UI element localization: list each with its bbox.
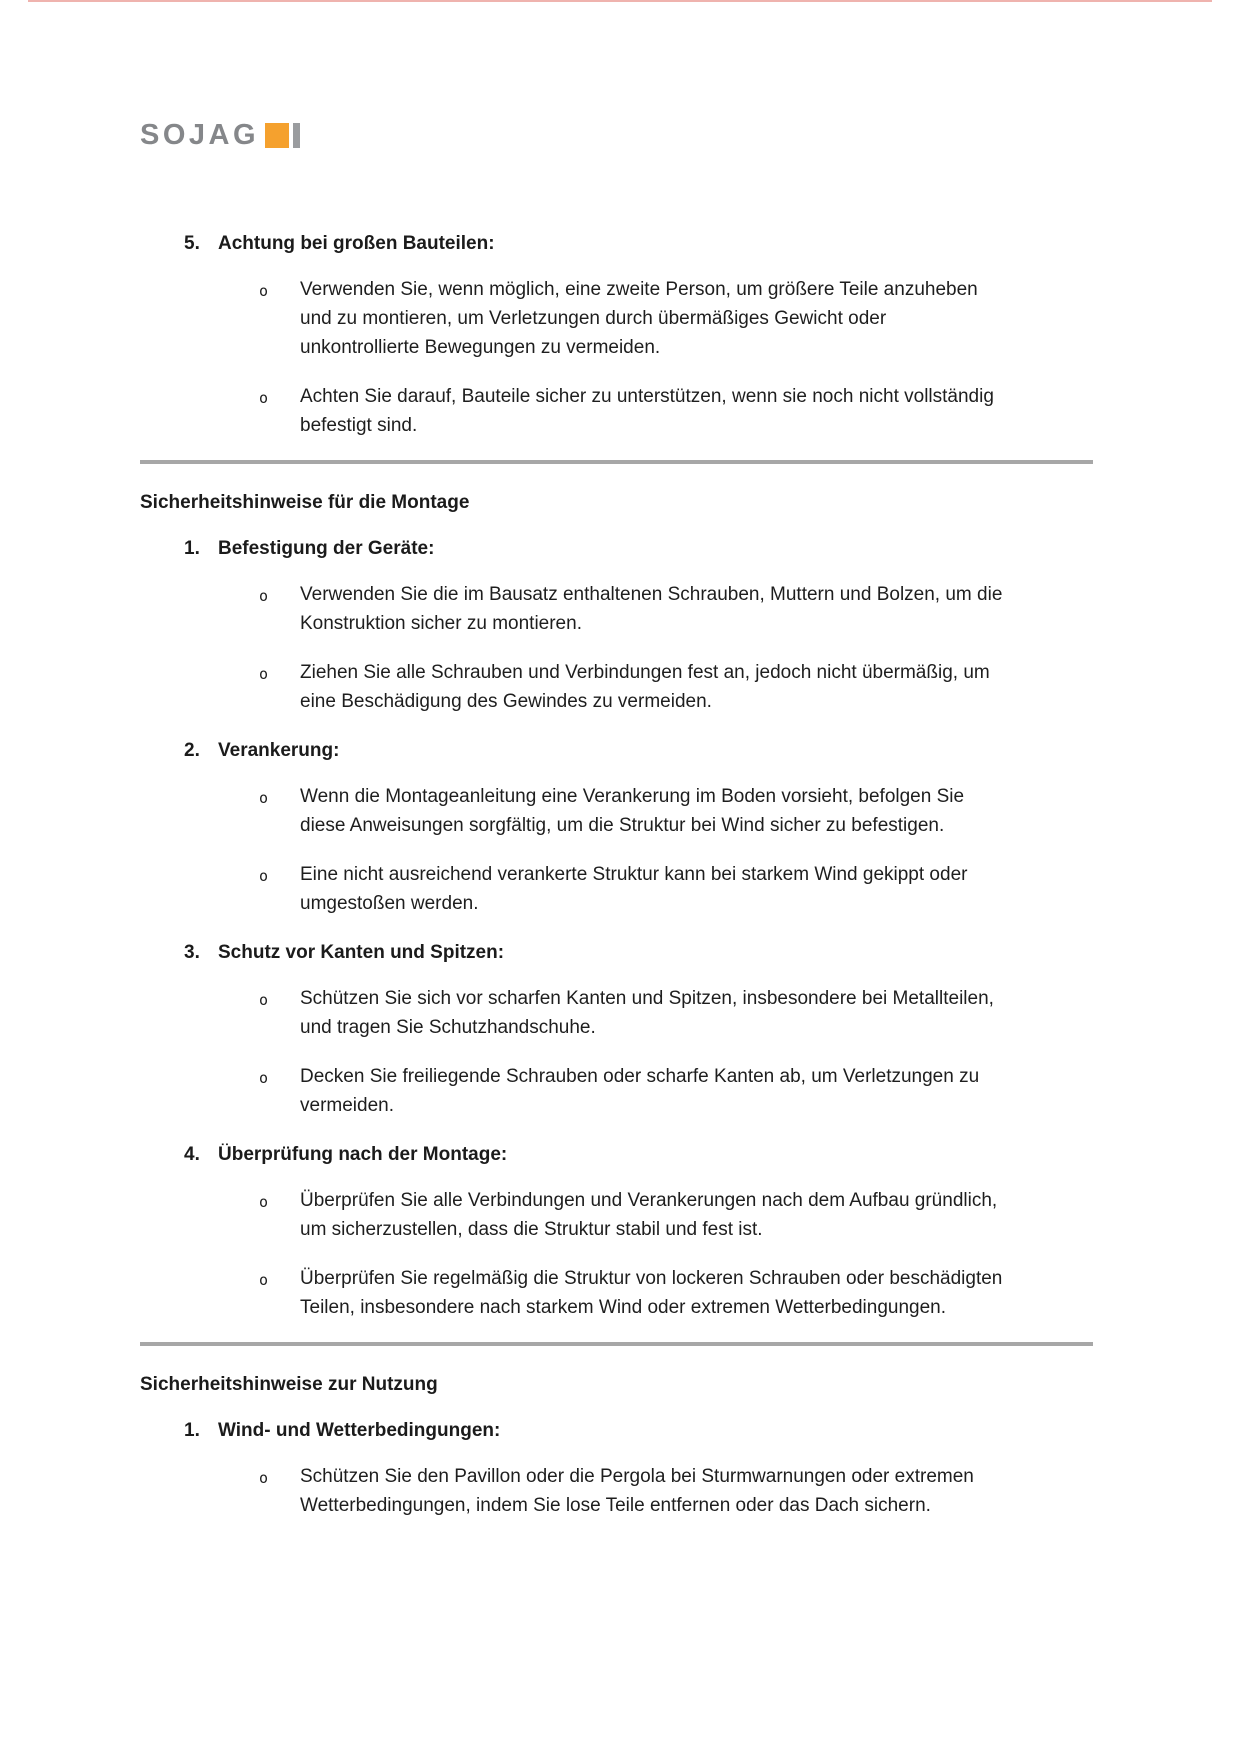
bullet-text: Schützen Sie den Pavillon oder die Pergola bei Sturmwarnungen oder extremen Wetterbedingungen, indem Sie lose Teile entfernen oder das Dach sichern. [300,1466,974,1516]
section-divider [140,460,1093,464]
section-heading-montage: Sicherheitshinweise für die Montage [140,492,470,513]
bullet-text: Eine nicht ausreichend verankerte Struktur kann bei starkem Wind gekippt oder umgestoßen werden. [300,864,968,914]
bullet-item [140,984,1093,1042]
item-number: 1. [184,538,200,559]
numbered-item-3-heading [140,938,1093,967]
item-number: 3. [184,942,200,963]
circle-bullet-icon: o [259,389,269,407]
bullet-text: Verwenden Sie die im Bausatz enthaltenen Schrauben, Muttern und Bolzen, um die Konstruktion sicher zu montieren. [300,584,1003,634]
numbered-item-1-heading [140,534,1093,563]
circle-bullet-icon: o [259,1469,269,1487]
section-heading-nutzung: Sicherheitshinweise zur Nutzung [140,1374,438,1395]
item-number: 2. [184,740,200,761]
numbered-item-1-heading [140,1416,1093,1445]
bullet-item [140,382,1093,440]
item-title: Überprüfung nach der Montage: [218,1144,508,1165]
item-number: 1. [184,1420,200,1441]
circle-bullet-icon: o [259,665,269,683]
circle-bullet-icon: o [259,867,269,885]
sojag-logo [140,121,1093,149]
bullet-item [140,1062,1093,1120]
bullet-item [140,658,1093,716]
numbered-item-2-heading [140,736,1093,765]
bullet-item [140,275,1093,362]
item-number: 5. [184,233,200,254]
bullet-item [140,782,1093,840]
logo-orange-square-icon [265,123,289,148]
section-divider [140,1342,1093,1346]
bullet-item [140,1186,1093,1244]
numbered-item-4-heading [140,1140,1093,1169]
circle-bullet-icon: o [259,282,269,300]
bullet-text: Decken Sie freiliegende Schrauben oder scharfe Kanten ab, um Verletzungen zu vermeiden. [300,1066,980,1116]
item-title: Befestigung der Geräte: [218,538,435,559]
bullet-text: Überprüfen Sie regelmäßig die Struktur von lockeren Schrauben oder beschädigten Teilen, insbesondere nach starkem Wind oder extremen Wetterbedingungen. [300,1268,1003,1318]
circle-bullet-icon: o [259,1271,269,1289]
circle-bullet-icon: o [259,991,269,1009]
circle-bullet-icon: o [259,587,269,605]
bullet-text: Verwenden Sie, wenn möglich, eine zweite Person, um größere Teile anzuheben und zu montieren, um Verletzungen durch übermäßiges Gewicht oder unkontrollierte Bewegungen zu vermeiden. [300,279,978,358]
item-title: Verankerung: [218,740,340,761]
bullet-text: Überprüfen Sie alle Verbindungen und Verankerungen nach dem Aufbau gründlich, um sicherzustellen, dass die Struktur stabil und fest ist. [300,1190,998,1240]
bullet-text: Achten Sie darauf, Bauteile sicher zu unterstützen, wenn sie noch nicht vollständig befestigt sind. [300,386,994,436]
item-title: Schutz vor Kanten und Spitzen: [218,942,505,963]
bullet-item [140,580,1093,638]
sojag-logo-text: SOJAG [140,119,260,151]
bullet-item [140,860,1093,918]
item-title: Wind- und Wetterbedingungen: [218,1420,501,1441]
bullet-item [140,1264,1093,1322]
logo-bar-icon [293,123,300,148]
item-title: Achtung bei großen Bauteilen: [218,233,495,254]
page-top-edge-line [28,0,1212,2]
circle-bullet-icon: o [259,1069,269,1087]
bullet-text: Ziehen Sie alle Schrauben und Verbindungen fest an, jedoch nicht übermäßig, um eine Beschädigung des Gewindes zu vermeiden. [300,662,990,712]
item-number: 4. [184,1144,200,1165]
circle-bullet-icon: o [259,789,269,807]
numbered-item-5-heading [140,229,1093,258]
circle-bullet-icon: o [259,1193,269,1211]
bullet-text: Schützen Sie sich vor scharfen Kanten und Spitzen, insbesondere bei Metallteilen, und tragen Sie Schutzhandschuhe. [300,988,994,1038]
bullet-text: Wenn die Montageanleitung eine Verankerung im Boden vorsieht, befolgen Sie diese Anweisungen sorgfältig, um die Struktur bei Wind sicher zu befestigen. [300,786,965,836]
bullet-item [140,1462,1093,1520]
